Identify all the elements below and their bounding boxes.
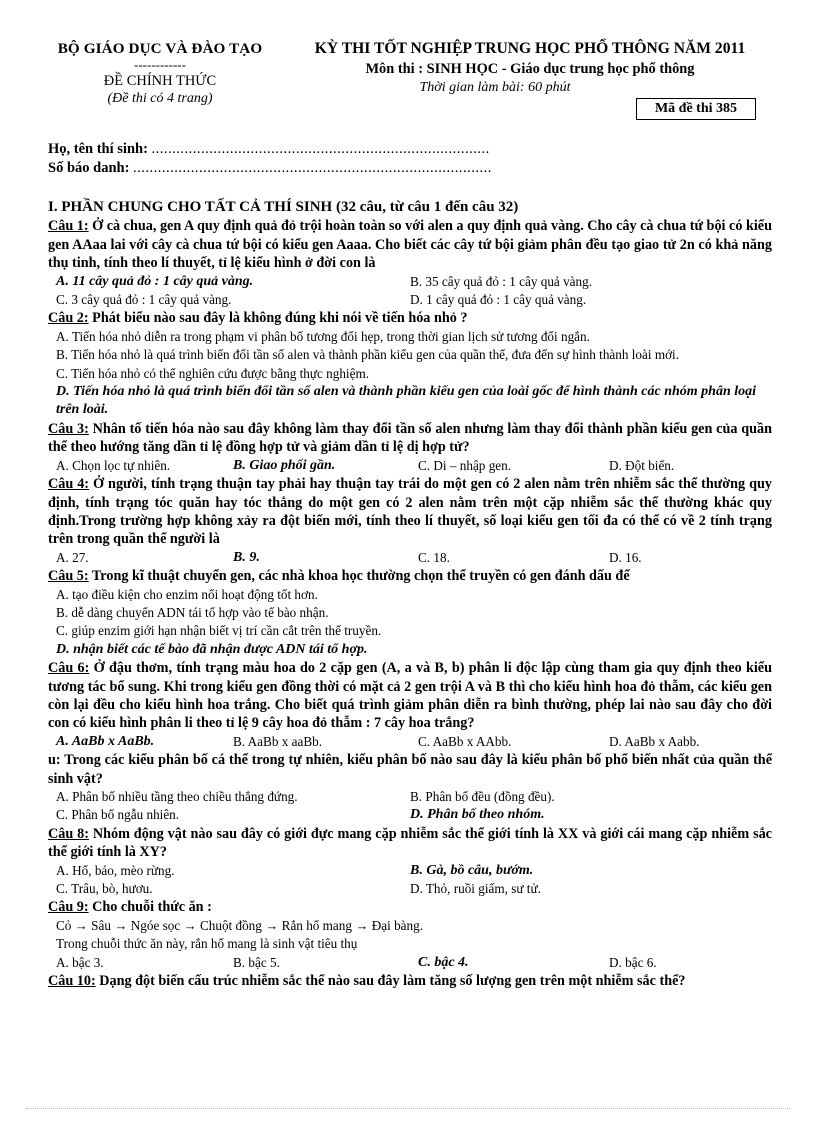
question-text: Phát biểu nào sau đây là không đúng khi nói về tiến hóa nhỏ ? [88, 310, 468, 327]
option-a: A. tạo điều kiện cho enzim nối hoạt động tốt hơn. [56, 586, 318, 602]
option-c: C. bậc 4. [418, 954, 469, 970]
option-c: C. Trâu, bò, hươu. [56, 881, 153, 897]
option-b: B. 35 cây quả đỏ : 1 cây quả vàng. [410, 273, 593, 289]
option-a: A. AaBb x AaBb. [56, 733, 155, 749]
question-number: u: [48, 752, 61, 769]
question-6 [48, 659, 772, 751]
option-b: B. Giao phối gần. [233, 457, 336, 473]
exam-body [48, 198, 772, 990]
option-b: B. dễ dàng chuyển ADN tái tổ hợp vào tế bào nhận. [56, 604, 329, 620]
candidate-id-field [48, 160, 492, 177]
question-number: Câu 1: [48, 218, 89, 235]
option-a: A. 27. [56, 549, 89, 565]
question-7 [48, 751, 772, 825]
option-b: B. bậc 5. [233, 954, 280, 970]
question-3 [48, 420, 772, 475]
option-d: D. bậc 6. [609, 954, 657, 970]
question-number: Câu 4: [48, 476, 90, 493]
option-b: B. 9. [233, 549, 260, 565]
candidate-id-dots: ....................................................................................... [133, 160, 492, 176]
option-a: A. 11 cây quả đỏ : 1 cây quả vàng. [56, 273, 254, 289]
question-number: Câu 6: [48, 660, 90, 677]
separator: ------------ [134, 57, 186, 72]
question-number: Câu 2: [48, 310, 89, 327]
option-c: C. 18. [418, 549, 450, 565]
option-b: B. Phân bố đều (đồng đều). [410, 789, 555, 804]
question-8 [48, 825, 772, 899]
page-count-note: (Đề thi có 4 trang) [107, 91, 213, 106]
exam-code-box: Mã đề thi 385 [636, 98, 756, 120]
question-text: Cho chuỗi thức ăn : [88, 899, 212, 916]
candidate-name-field [48, 141, 490, 158]
option-d: D. Phân bố theo nhóm. [410, 807, 545, 823]
option-a: A. Hổ, báo, mèo rừng. [56, 862, 175, 878]
candidate-name-dots: .................................................................................. [151, 141, 490, 157]
option-a: A. Tiến hóa nhỏ diễn ra trong phạm vi phân bố tương đối hẹp, trong thời gian lịch sử tương đối ngắn. [56, 328, 590, 344]
option-b: B. AaBb x aaBb. [233, 733, 323, 749]
official-label: ĐỀ CHÍNH THỨC [103, 73, 217, 89]
option-d: D. Đột biến. [609, 457, 675, 473]
candidate-id-label: Số báo danh: [48, 160, 130, 176]
subject-line: Môn thi : SINH HỌC - Giáo dục trung học phổ thông [365, 61, 695, 77]
question-text: Ở đậu thơm, tính trạng màu hoa do 2 cặp gen (A, a và B, b) phân li độc lập cùng tham gia quy định theo kiểu tương tác bổ sung. Khi trong kiểu gen đồng thời có mặt cả 2 gen trội A và B thì cho kiểu hình hoa đỏ thẫm, các kiểu gen còn lại đều cho kiểu hình hoa trắng. Cho biết quá trình giảm phân diễn ra bình thường, phép lai nào sau đây cho đời con có kiểu hình phân li theo tỉ lệ 9 cây hoa đỏ thẫm : 7 cây hoa trắng? [48, 660, 772, 732]
exam-title: KỲ THI TỐT NGHIỆP TRUNG HỌC PHỔ THÔNG NĂM 2011 [314, 40, 746, 57]
question-text: Trong các kiểu phân bố cá thể trong tự nhiên, kiểu phân bố nào sau đây là kiểu phân bố phổ biến nhất của quần thể sinh vật? [48, 752, 772, 787]
option-d: D. 1 cây quả đỏ : 1 cây quả vàng. [410, 292, 587, 308]
question-number: Câu 10: [48, 973, 96, 990]
candidate-name-label: Họ, tên thí sinh: [48, 141, 148, 157]
question-number: Câu 9: [48, 899, 89, 916]
option-b: B. Tiến hóa nhỏ là quá trình biến đổi tần số alen và thành phần kiểu gen của quần thể, đưa đến sự hình thành loài mới. [56, 347, 680, 363]
option-d: D. Thỏ, ruồi giấm, sư tử. [410, 881, 541, 897]
option-d: D. 16. [609, 549, 642, 565]
question-2 [48, 309, 772, 419]
option-a: A. Chọn lọc tự nhiên. [56, 457, 171, 473]
option-d: D. nhận biết các tế bào đã nhận được ADN tái tổ hợp. [56, 641, 368, 657]
option-d: D. AaBb x Aabb. [609, 733, 700, 749]
option-a: A. bậc 3. [56, 954, 104, 970]
option-c: C. Phân bố ngẫu nhiên. [56, 807, 180, 823]
option-a: A. Phân bố nhiều tầng theo chiều thẳng đứng. [56, 789, 298, 804]
question-number: Câu 8: [48, 825, 89, 842]
option-d: D. Tiến hóa nhỏ là quá trình biến đổi tần số alen và thành phần kiểu gen của loài gốc để hình thành các nhóm phân loại trên loài. [56, 384, 757, 418]
header-left [44, 40, 276, 107]
question-5 [48, 567, 772, 659]
section-title: I. PHẦN CHUNG CHO TẤT CẢ THÍ SINH (32 câu, từ câu 1 đến câu 32) [48, 199, 519, 215]
question-text: Ở người, tính trạng thuận tay phải hay thuận tay trái do một gen có 2 alen nằm trên nhiễm sắc thể thường quy định, tính trạng tóc quăn hay tóc thẳng do một gen có 2 alen nằm trên một cặp nhiễm sắc thể thường khác quy định.Trong trường hợp không xảy ra đột biến mới, tính theo lí thuyết, số loại kiểu gen tối đa có thể có về 2 tính trạng trên trong quần thể người là [48, 476, 772, 548]
question-text: Nhóm động vật nào sau đây có giới đực mang cặp nhiễm sắc thể giới tính là XX và giới cái mang cặp nhiễm sắc thể giới tính là XY? [48, 825, 772, 861]
page-bottom-rule [26, 1108, 790, 1109]
option-c: C. Di – nhập gen. [418, 457, 512, 473]
question-number: Câu 5: [48, 568, 89, 585]
question-9 [48, 898, 772, 972]
option-c: C. giúp enzim giới hạn nhận biết vị trí cần cắt trên thể truyền. [56, 623, 382, 639]
question-number: Câu 3: [48, 420, 89, 437]
header-right [290, 40, 770, 96]
question-1 [48, 217, 772, 309]
time-limit: Thời gian làm bài: 60 phút [419, 80, 571, 95]
option-c: C. AaBb x AAbb. [418, 733, 512, 749]
question-text: Nhân tố tiến hóa nào sau đây không làm thay đổi tần số alen nhưng làm thay đổi thành phần kiểu gen của quần thể theo hướng tăng dần tỉ lệ đồng hợp tử và giảm dần tỉ lệ dị hợp tử? [48, 420, 772, 456]
question-text: Dạng đột biến cấu trúc nhiễm sắc thể nào sau đây làm tăng số lượng gen trên một nhiễm sắc thể? [95, 973, 686, 990]
option-c: C. 3 cây quả đỏ : 1 cây quả vàng. [56, 292, 232, 308]
question-text: Ở cà chua, gen A quy định quả đỏ trội hoàn toàn so với alen a quy định quả vàng. Cho cây cà chua tứ bội có kiểu gen AAaa lai với cây cà chua tứ bội có kiểu gen Aaaa. Cho biết các cây tứ bội giảm phân đều tạo giao tử 2n có khả năng thụ tinh, tính theo lí thuyết, tỉ lệ kiểu hình ở đời con là [48, 218, 772, 272]
question-note: Trong chuỗi thức ăn này, rắn hổ mang là sinh vật tiêu thụ [56, 936, 358, 952]
question-4 [48, 475, 772, 567]
question-text: Trong kĩ thuật chuyển gen, các nhà khoa học thường chọn thể truyền có gen đánh dấu để [88, 568, 630, 585]
option-c: C. Tiến hóa nhỏ có thể nghiên cứu được bằng thực nghiệm. [56, 365, 370, 381]
question-10 [48, 972, 772, 990]
food-chain: Cỏ → Sâu → Ngóe sọc → Chuột đồng → Rắn hổ mang → Đại bàng. [56, 917, 424, 933]
ministry-name: BỘ GIÁO DỤC VÀ ĐÀO TẠO [57, 40, 263, 57]
option-b: B. Gà, bồ câu, bướm. [410, 862, 534, 878]
